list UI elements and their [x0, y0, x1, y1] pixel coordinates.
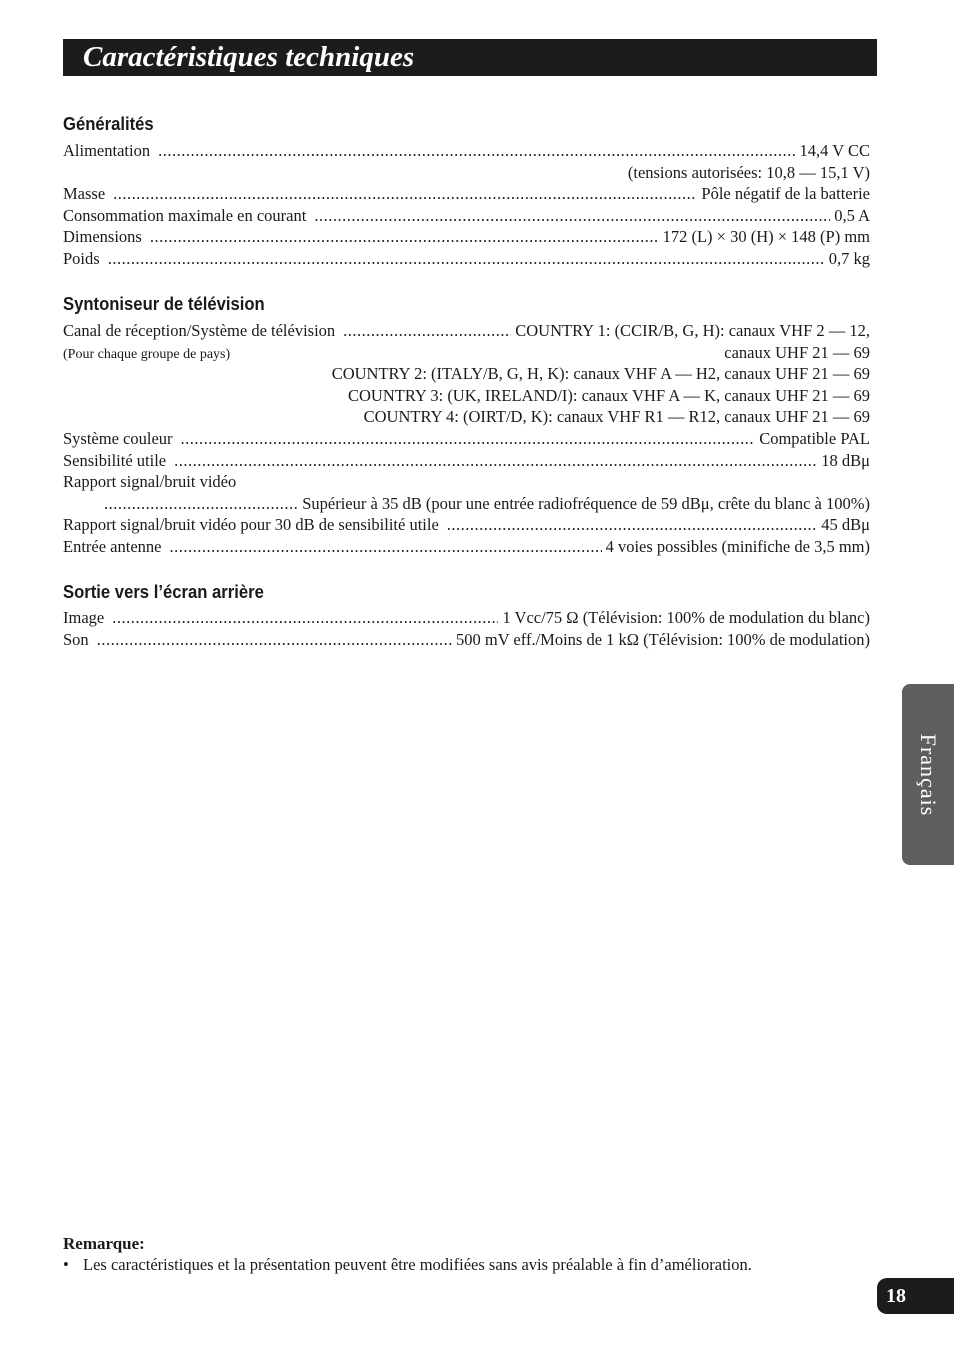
page-number: 18 [886, 1285, 906, 1307]
spec-value: Supérieur à 35 dB (pour une entrée radiofréquence de 59 dBμ, crête du blanc à 100%) [302, 494, 870, 513]
leader-dots [169, 536, 601, 558]
spec-label: Canal de réception/Système de télévision [63, 321, 336, 340]
spec-label-rapport: Rapport signal/bruit vidéo [63, 472, 237, 491]
leader-dots [158, 140, 795, 162]
spec-value: COUNTRY 1: (CCIR/B, G, H): canaux VHF 2 — 12, [515, 321, 870, 340]
leader-dots [104, 493, 298, 515]
spec-country-4: COUNTRY 4: (OIRT/D, K): canaux VHF R1 — R12, canaux UHF 21 — 69 [363, 407, 870, 426]
spec-value: 1 Vcc/75 Ω (Télévision: 100% de modulation du blanc) [502, 608, 870, 627]
spec-row-rapport-30db [63, 514, 870, 536]
spec-label: Image [63, 608, 105, 627]
spec-label: Alimentation [63, 141, 151, 160]
leader-dots [112, 607, 498, 629]
spec-row-image [63, 607, 870, 629]
spec-value: 14,4 V CC [799, 141, 870, 160]
leader-dots [108, 248, 825, 270]
remark-item [63, 1254, 752, 1276]
section-heading-general: Généralités [63, 113, 154, 134]
remark-text: Les caractéristiques et la présentation peuvent être modifiées sans avis préalable à fin d’amélioration. [83, 1255, 752, 1274]
spec-row-alimentation [63, 140, 870, 162]
spec-country-3: COUNTRY 3: (UK, IRELAND/I): canaux VHF A — K, canaux UHF 21 — 69 [348, 386, 870, 405]
language-tab-label: Français [916, 733, 941, 816]
bullet-icon: • [63, 1255, 69, 1274]
spec-row-poids [63, 248, 870, 270]
section-heading-tuner: Syntoniseur de télévision [63, 293, 265, 314]
leader-dots [174, 450, 817, 472]
spec-label: Son [63, 630, 89, 649]
spec-value: Compatible PAL [759, 429, 870, 448]
spec-row-canal-uhf [63, 342, 870, 364]
spec-row-masse [63, 183, 870, 205]
leader-dots [97, 629, 452, 651]
spec-label: Rapport signal/bruit vidéo pour 30 dB de sensibilité utile [63, 515, 439, 534]
spec-row-son [63, 629, 870, 651]
language-tab [902, 684, 954, 865]
spec-value: Pôle négatif de la batterie [701, 184, 870, 203]
spec-value: canaux UHF 21 — 69 [724, 343, 870, 362]
spec-row-consommation [63, 205, 870, 227]
section-heading-output: Sortie vers l’écran arrière [63, 581, 264, 602]
spec-label: Système couleur [63, 429, 173, 448]
leader-dots [447, 514, 817, 536]
spec-value: 500 mV eff./Moins de 1 kΩ (Télévision: 100% de modulation) [455, 630, 870, 649]
spec-label: Masse [63, 184, 106, 203]
spec-label: Consommation maximale en courant [63, 206, 307, 225]
remark-heading: Remarque: [63, 1234, 145, 1253]
spec-value: 18 dBμ [821, 451, 870, 470]
spec-row-antenne [63, 536, 870, 558]
page-number-tab [877, 1278, 954, 1314]
spec-row-canal [63, 320, 870, 342]
spec-label: Poids [63, 249, 100, 268]
spec-row-dimensions [63, 226, 870, 248]
title-bar [63, 39, 877, 76]
leader-dots [343, 320, 511, 342]
spec-row-sensibilite [63, 450, 870, 472]
spec-note-tensions: (tensions autorisées: 10,8 — 15,1 V) [627, 163, 870, 182]
spec-label: Dimensions [63, 227, 142, 246]
spec-value: 4 voies possibles (minifiche de 3,5 mm) [605, 537, 870, 556]
leader-dots [113, 183, 697, 205]
spec-value: 172 (L) × 30 (H) × 148 (P) mm [662, 227, 870, 246]
spec-country-2: COUNTRY 2: (ITALY/B, G, H, K): canaux VHF A — H2, canaux UHF 21 — 69 [331, 364, 870, 383]
spec-label: Sensibilité utile [63, 451, 167, 470]
spec-value: 0,5 A [834, 206, 870, 225]
leader-dots [150, 226, 659, 248]
leader-dots [181, 428, 756, 450]
spec-row-rapport [104, 493, 870, 515]
page-title: Caractéristiques techniques [83, 41, 415, 73]
spec-value: 0,7 kg [828, 249, 870, 268]
spec-value: 45 dBμ [821, 515, 870, 534]
spec-sublabel: (Pour chaque groupe de pays) [63, 347, 231, 362]
spec-label: Entrée antenne [63, 537, 162, 556]
leader-dots [314, 205, 830, 227]
spec-row-couleur [63, 428, 870, 450]
